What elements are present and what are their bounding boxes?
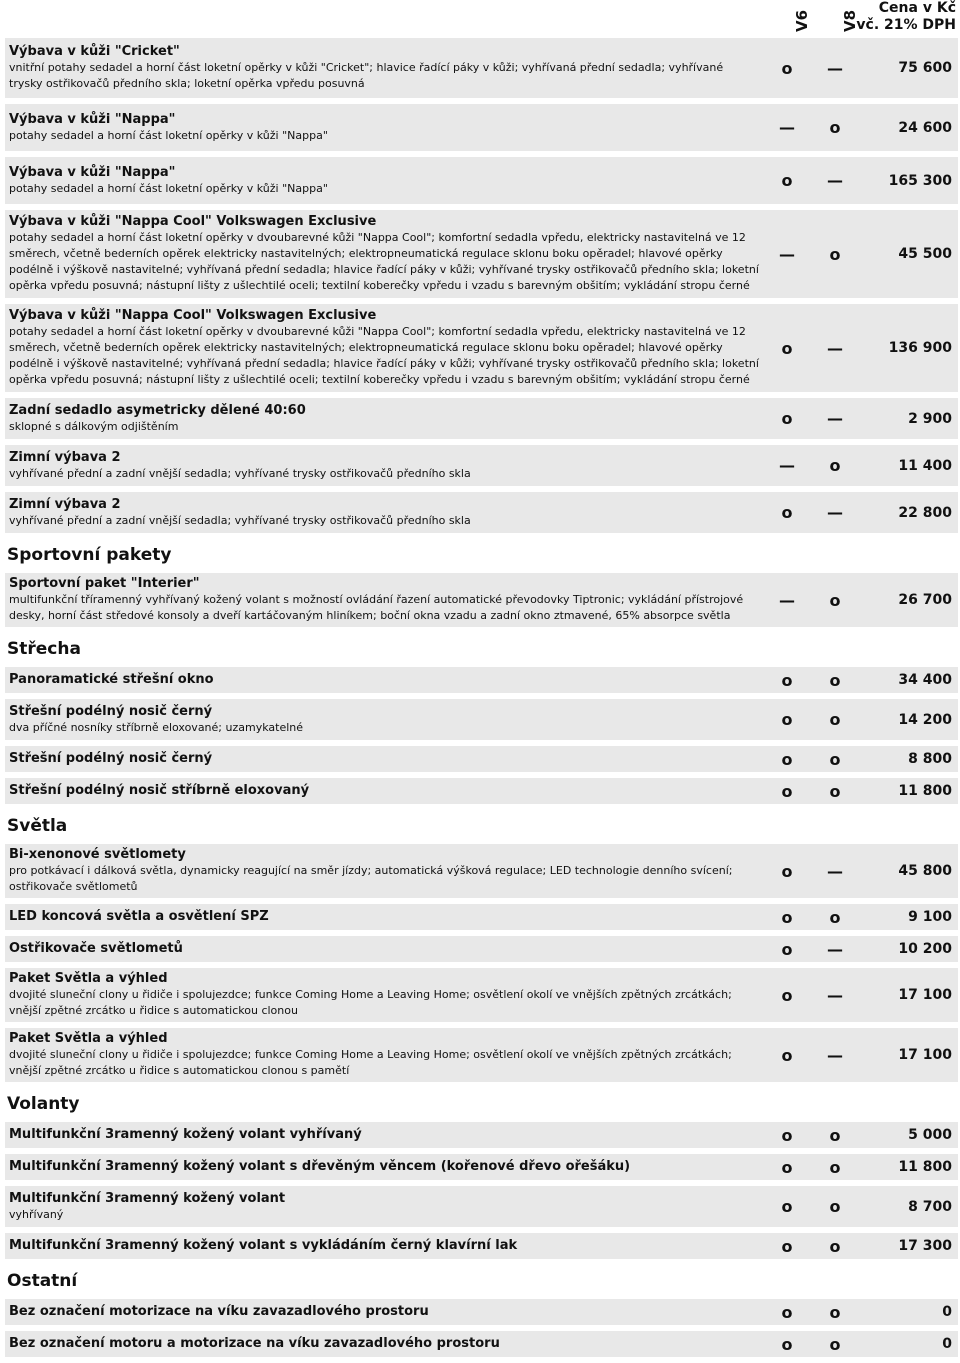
section-title: Sportovní pakety [7,545,172,565]
table-row [5,936,958,968]
availability-v6: o [781,749,793,769]
item-subtitle: dvojité sluneční clony u řidiče i spolujezdce; funkce Coming Home a Leaving Home; osvětlení okolí ve vnějších zpětných zrcátkách; vnější zpětné zrcátko u řidice s automatickou clonou [9,988,732,1017]
availability-v8: — [827,1045,843,1065]
table-row [5,778,958,810]
availability-v8: o [829,456,841,475]
price-list [5,38,958,1363]
item-description [5,211,763,297]
section-title: Střecha [7,639,81,659]
item-price: 11 400 [898,457,952,474]
item-price: 0 [942,1304,952,1320]
item-title: Multifunkční 3ramenný kožený volant s dřevěným věncem (kořenové dřevo ořešáku) [9,1159,631,1174]
availability-v8: o [829,670,841,690]
item-description [5,968,763,1022]
item-price: 34 400 [898,672,952,688]
item-subtitle: sklopné s dálkovým odjištěním [9,419,179,433]
availability-v8: — [827,939,843,959]
item-price: 5 000 [908,1127,952,1143]
section-title: Ostatní [7,1271,78,1291]
item-subtitle: potahy sedadel a horní část loketní opěrky v dvoubarevné kůži "Nappa Cool"; komfortní sedadla vpředu, elektricky nastavitelná ve 12 směrech, včetně bederních opěrek elektricky nastavitelných; elektropneumatická regulace sklonu boku opěradel; hlavové opěrky podélně i výškově nastavitelné; vyhřívaná přední sedadla; hlavice řadící páky v kůži; vyhřívané trysky ostřikovačů předního skla; loketní opěrka vpředu posuvná; nástupní lišty z ušlechtilé oceli; textilní koberečky vpředu i vzadu s barevným obšitím; vykládání stropu černé [9,231,759,292]
item-description [5,109,763,147]
table-row [5,398,958,445]
table-row [5,746,958,778]
availability-v6: o [781,939,793,959]
item-title: Střešní podélný nosič černý [9,751,213,766]
item-description [5,447,763,485]
item-price: 22 800 [898,504,952,521]
table-row [5,445,958,492]
item-price: 45 800 [898,863,952,879]
item-title: Ostřikovače světlometů [9,941,183,956]
item-subtitle: potahy sedadel a horní část loketní opěrky v kůži "Nappa" [9,181,328,195]
table-row [5,210,958,304]
item-title: Zimní výbava 2 [9,449,121,465]
availability-v8: o [829,781,841,801]
availability-v6: o [781,1302,793,1322]
item-title: Bi-xenonové světlomety [9,847,186,862]
item-description [5,1028,763,1082]
item-price: 17 300 [898,1238,952,1254]
item-title: Bez označení motoru a motorizace na víku zavazadlového prostoru [9,1336,500,1351]
item-description [5,701,763,739]
availability-v8: o [829,1236,841,1256]
item-price: 165 300 [888,172,952,189]
table-row [5,1299,958,1331]
availability-v8: o [829,590,841,610]
item-subtitle: vyhřívaný [9,1207,64,1221]
item-description [5,1301,763,1323]
item-description [5,906,763,928]
item-description [5,305,763,391]
item-title: Střešní podélný nosič stříbrně eloxovaný [9,783,310,798]
item-title: Výbava v kůži "Nappa Cool" Volkswagen Exclusive [9,214,377,229]
item-title: Sportovní paket "Interier" [9,576,200,591]
item-price: 75 600 [898,60,952,76]
item-subtitle: potahy sedadel a horní část loketní opěrky v dvoubarevné kůži "Nappa Cool"; komfortní sedadla vpředu, elektricky nastavitelná ve 12 směrech, včetně bederních opěrek elektricky nastavitelných; elektropneumatická regulace sklonu boku opěradel; hlavové opěrky podélně i výškově nastavitelné; vyhřívaná přední sedadla; hlavice řadící páky v kůži; vyhřívané trysky ostřikovačů předního skla; loketní opěrka vpředu posuvná; nástupní lišty z ušlechtilé oceli; textilní koberečky vpředu i vzadu s barevným obšitím; vykládání stropu černé [9,325,759,386]
availability-v6: o [781,1197,793,1216]
availability-v6: o [781,338,793,358]
availability-v6: o [781,1125,793,1145]
availability-v8: o [829,118,841,137]
item-subtitle: vyhřívané přední a zadní vnější sedadla; vyhřívané trysky ostřikovačů předního skla [9,513,471,527]
item-description [5,1124,763,1146]
section-title: Volanty [7,1094,80,1114]
item-price: 8 800 [908,751,952,767]
availability-v6: o [781,171,793,190]
availability-v6: — [779,118,795,137]
availability-v6: o [781,1157,793,1177]
item-price: 11 800 [898,783,952,799]
item-title: Bez označení motorizace na víku zavazadlového prostoru [9,1304,429,1319]
item-title: Výbava v kůži "Nappa" [9,111,176,127]
availability-v8: — [827,985,843,1005]
item-price: 10 200 [898,941,952,957]
availability-v6: o [781,710,793,729]
item-description [5,844,763,898]
item-subtitle: multifunkční tříramenný vyhřívaný kožený volant s možností ovládání řazení automatické převodovky Tiptronic; vykládání přístrojové desky, horní část středové konsoly a dveří kartáčovaným hliníkem; boční okna vzadu a zadní okno ztmavené, 65% absorpce světla [9,593,744,622]
item-title: Paket Světla a výhled [9,971,168,986]
table-row [5,1186,958,1233]
table-row [5,492,958,539]
item-price: 2 900 [908,410,952,427]
item-title: Multifunkční 3ramenný kožený volant vyhřívaný [9,1127,362,1142]
availability-v8: — [827,338,843,358]
item-title: Zimní výbava 2 [9,496,121,512]
availability-v8: o [829,244,841,264]
item-price: 8 700 [908,1198,952,1215]
table-row [5,667,958,699]
item-price: 45 500 [898,246,952,262]
availability-v6: o [781,781,793,801]
item-price: 136 900 [888,340,952,356]
availability-v8: o [829,1157,841,1177]
table-row [5,968,958,1028]
table-row [5,904,958,936]
availability-v8: — [827,503,843,522]
item-description [5,1188,763,1226]
availability-v6: — [779,244,795,264]
item-title: Panoramatické střešní okno [9,672,214,687]
item-description [5,41,763,95]
column-v8-label: V8 [841,9,859,33]
availability-v6: o [781,58,793,78]
item-price: 17 100 [898,987,952,1003]
item-description [5,669,763,691]
availability-v6: o [781,409,793,428]
availability-v6: o [781,985,793,1005]
table-row [5,1331,958,1363]
availability-v6: — [779,590,795,610]
availability-v8: o [829,749,841,769]
table-row [5,38,958,104]
item-description [5,400,763,438]
table-row [5,1028,958,1088]
item-title: Výbava v kůži "Nappa" [9,164,176,180]
item-description [5,1235,763,1257]
availability-v6: — [779,456,795,475]
availability-v8: — [827,58,843,78]
item-description [5,1333,763,1355]
item-description [5,748,763,770]
item-title: Paket Světla a výhled [9,1031,168,1046]
item-title: Výbava v kůži "Nappa Cool" Volkswagen Exclusive [9,308,377,323]
item-description [5,573,763,627]
item-price: 9 100 [908,909,952,925]
table-row [5,1122,958,1154]
availability-v6: o [781,861,793,881]
availability-v8: o [829,1197,841,1216]
table-row [5,844,958,904]
item-description [5,494,763,532]
item-price: 11 800 [898,1159,952,1175]
item-title: LED koncová světla a osvětlení SPZ [9,909,269,924]
table-row [5,1233,958,1265]
item-subtitle: vyhřívané přední a zadní vnější sedadla; vyhřívané trysky ostřikovačů předního skla [9,466,471,480]
table-row [5,573,958,633]
item-description [5,162,763,200]
availability-v6: o [781,1334,793,1354]
item-price: 14 200 [898,711,952,728]
table-row [5,104,958,157]
item-subtitle: vnitřní potahy sedadel a horní část loketní opěrky v kůži "Cricket"; hlavice řadící páky v kůži; vyhřívaná přední sedadla; vyhřívané trysky ostřikovačů předního skla; loketní opěrka vpředu posuvná [9,61,724,90]
availability-v6: o [781,1045,793,1065]
item-description [5,938,763,960]
availability-v8: o [829,1125,841,1145]
table-row [5,699,958,746]
availability-v8: — [827,409,843,428]
item-price: 17 100 [898,1047,952,1063]
availability-v6: o [781,907,793,927]
item-price: 26 700 [898,592,952,608]
section-title: Světla [7,816,68,836]
item-subtitle: potahy sedadel a horní část loketní opěrky v kůži "Nappa" [9,128,328,142]
item-subtitle: dvojité sluneční clony u řidiče i spolujezdce; funkce Coming Home a Leaving Home; osvětlení okolí ve vnějších zpětných zrcátkách; vnější zpětné zrcátko u řidice s automatickou clonou s pamětí [9,1048,732,1077]
column-v6-label: V6 [793,9,811,33]
availability-v8: — [827,171,843,190]
item-description [5,780,763,802]
item-price: 24 600 [898,119,952,136]
item-title: Multifunkční 3ramenný kožený volant [9,1190,286,1206]
item-price: 0 [942,1336,952,1352]
availability-v6: o [781,1236,793,1256]
availability-v8: o [829,710,841,729]
availability-v8: o [829,1334,841,1354]
item-description [5,1156,763,1178]
item-subtitle: pro potkávací i dálková světla, dynamicky reagující na směr jízdy; automatická výšková regulace; LED technologie denního svícení; ostřikovače světlometů [9,864,733,893]
column-price-label: Cena v Kč vč. 21% DPH [856,0,956,33]
item-title: Střešní podélný nosič černý [9,703,213,719]
availability-v8: o [829,1302,841,1322]
availability-v6: o [781,503,793,522]
column-header [0,0,960,38]
availability-v8: — [827,861,843,881]
table-row [5,304,958,398]
table-row [5,1154,958,1186]
item-title: Multifunkční 3ramenný kožený volant s vykládáním černý klavírní lak [9,1238,518,1253]
item-subtitle: dva příčné nosníky stříbrně eloxované; uzamykatelné [9,720,304,734]
item-title: Výbava v kůži "Cricket" [9,44,180,59]
item-title: Zadní sedadlo asymetricky dělené 40:60 [9,402,306,418]
availability-v6: o [781,670,793,690]
availability-v8: o [829,907,841,927]
table-row [5,157,958,210]
